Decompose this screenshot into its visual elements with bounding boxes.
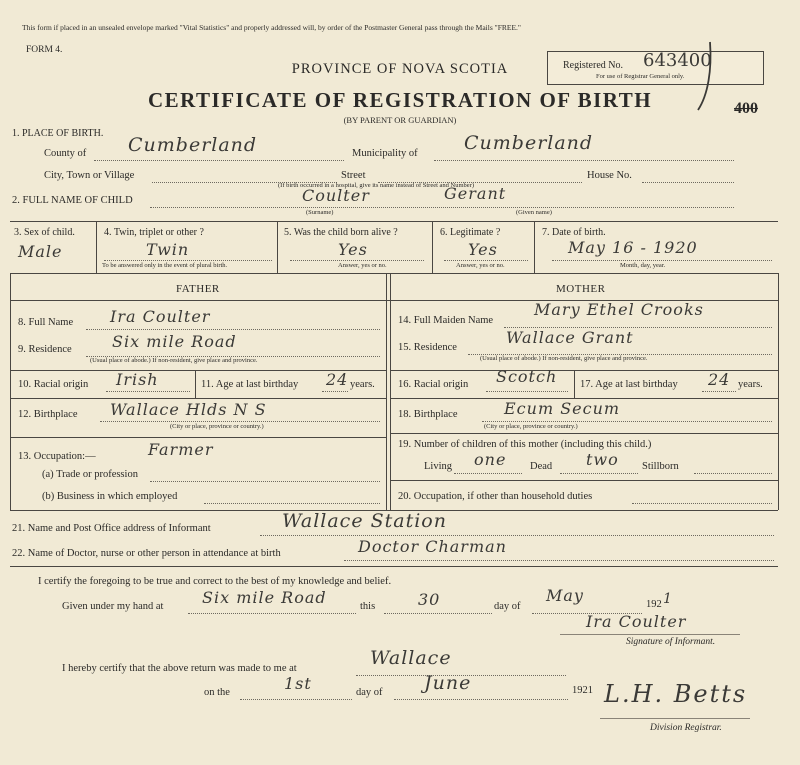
given-label: Given under my hand at: [62, 601, 164, 612]
mother-age-line: [702, 391, 736, 392]
informant-line: [260, 535, 774, 536]
registrar-day-line: [240, 699, 352, 700]
house-line: [642, 182, 734, 183]
mother-residence-label: 15. Residence: [398, 342, 457, 353]
given-day: 30: [418, 590, 441, 609]
mother-occupation-label: 20. Occupation, if other than household duties: [398, 491, 593, 502]
registrar-year: 1921: [572, 685, 593, 696]
mother-birthplace-label: 18. Birthplace: [398, 409, 458, 420]
municipality-value: Cumberland: [464, 132, 594, 154]
rule: [390, 433, 778, 434]
mother-racial-label: 16. Racial origin: [398, 379, 469, 390]
trade-label: (a) Trade or profession: [42, 469, 138, 480]
child-given-name: Gerant: [444, 184, 507, 203]
legit-line: [444, 260, 528, 261]
registrar-day-of-label: day of: [356, 687, 383, 698]
year-digit: 1: [663, 591, 673, 607]
municipality-label: Municipality of: [352, 148, 418, 159]
county-value: Cumberland: [128, 134, 258, 156]
twin-value: Twin: [146, 240, 190, 259]
this-label: this: [360, 601, 376, 612]
registrar-note: For use of Registrar General only.: [596, 73, 685, 80]
county-line: [94, 160, 344, 161]
page-title: CERTIFICATE OF REGISTRATION OF BIRTH: [147, 88, 653, 112]
mother-birthplace: Ecum Secum: [504, 399, 621, 418]
mother-residence-note: (Usual place of abode.) If non-resident, give place and province.: [480, 355, 648, 362]
father-birthplace: Wallace Hlds N S: [110, 400, 267, 419]
registered-number: 643400: [643, 50, 712, 71]
mother-maiden-label: 14. Full Maiden Name: [398, 315, 494, 326]
rule: [432, 221, 433, 273]
father-years: years.: [350, 379, 375, 390]
rule: [574, 370, 575, 398]
alive-label: 5. Was the child born alive ?: [284, 227, 398, 238]
father-racial-label: 10. Racial origin: [18, 379, 89, 390]
father-name-line: [86, 329, 380, 330]
rule: [96, 221, 97, 273]
rule: [195, 370, 196, 398]
registrar-month-line: [394, 699, 568, 700]
given-name-caption: (Given name): [516, 209, 552, 216]
children-label: 19. Number of children of this mother (including this child.): [398, 439, 652, 450]
twin-label: 4. Twin, triplet or other ?: [104, 227, 204, 238]
twin-line: [104, 260, 272, 261]
father-name-label: 8. Full Name: [18, 317, 74, 328]
dead-count: two: [586, 450, 619, 469]
trade-line: [150, 481, 380, 482]
registrar-signature-line: [600, 718, 750, 719]
stamp-number: 400: [734, 100, 758, 117]
date-value: May 16 - 1920: [568, 238, 698, 257]
rule: [10, 273, 11, 510]
registrar-caption: Division Registrar.: [650, 723, 722, 733]
place-of-birth-label: 1. PLACE OF BIRTH.: [12, 128, 104, 139]
father-heading: FATHER: [176, 283, 220, 295]
father-birthplace-note: (City or place, province or country.): [170, 423, 264, 430]
year-prefix: 192: [646, 599, 662, 610]
rule: [10, 273, 778, 274]
informant-label: 21. Name and Post Office address of Informant: [12, 523, 211, 534]
given-place: Six mile Road: [202, 588, 327, 607]
province-title: PROVINCE OF NOVA SCOTIA: [291, 61, 509, 77]
legit-note: Answer, yes or no.: [456, 262, 505, 269]
rule: [277, 221, 278, 273]
twin-note: To be answered only in the event of plural birth.: [102, 262, 228, 269]
mother-birthplace-note: (City or place, province or country.): [484, 423, 578, 430]
living-line: [454, 473, 522, 474]
mother-maiden-name: Mary Ethel Crooks: [534, 300, 704, 319]
stillborn-line: [694, 473, 772, 474]
on-the-label: on the: [204, 687, 230, 698]
mother-heading: MOTHER: [556, 283, 606, 295]
business-label: (b) Business in which employed: [42, 491, 178, 502]
father-age-label: 11. Age at last birthday: [201, 379, 299, 390]
rule: [390, 480, 778, 481]
dead-line: [560, 473, 638, 474]
sex-value: Male: [18, 242, 63, 261]
rule: [534, 221, 535, 273]
municipality-line: [434, 160, 734, 161]
date-line: [552, 260, 772, 261]
father-residence-note: (Usual place of abode.) If non-resident, give place and province.: [90, 357, 258, 364]
house-label: House No.: [587, 170, 632, 181]
father-racial: Irish: [116, 370, 159, 389]
signature-line: [560, 634, 740, 635]
business-line: [204, 503, 380, 504]
sex-label: 3. Sex of child.: [14, 227, 75, 238]
doctor-value: Doctor Charman: [358, 537, 507, 556]
registrar-month: June: [424, 672, 472, 694]
doctor-line: [344, 560, 774, 561]
stillborn-label: Stillborn: [642, 461, 679, 472]
certify-text: I certify the foregoing to be true and correct to the best of my knowledge and belief.: [38, 576, 392, 587]
rule: [10, 437, 386, 438]
registrar-certify-text: I hereby certify that the above return was made to me at: [62, 663, 297, 674]
father-age-line: [322, 391, 348, 392]
rule: [778, 273, 779, 510]
given-place-line: [188, 613, 356, 614]
given-month: May: [546, 586, 584, 605]
form-number: FORM 4.: [26, 45, 63, 55]
hospital-note: (If birth occurred in a hospital, give its name instead of Street and Number): [278, 182, 475, 189]
father-racial-line: [106, 391, 190, 392]
alive-value: Yes: [338, 240, 368, 259]
child-surname: Coulter: [302, 186, 370, 205]
mother-racial: Scotch: [496, 367, 558, 386]
city-label: City, Town or Village: [44, 170, 135, 181]
county-label: County of: [44, 148, 87, 159]
surname-caption: (Surname): [306, 209, 334, 216]
informant-caption: Signature of Informant.: [626, 637, 716, 647]
rule: [10, 566, 778, 567]
father-birthplace-line: [100, 421, 380, 422]
mother-racial-line: [486, 391, 568, 392]
father-residence-label: 9. Residence: [18, 344, 72, 355]
child-name-label: 2. FULL NAME OF CHILD: [12, 195, 133, 206]
alive-note: Answer, yes or no.: [338, 262, 387, 269]
rule: [10, 398, 386, 399]
informant-signature: Ira Coulter: [586, 612, 687, 631]
page-subtitle: (BY PARENT OR GUARDIAN): [343, 115, 457, 125]
living-count: one: [474, 450, 507, 469]
registrar-signature: L.H. Betts: [604, 680, 748, 708]
father-residence: Six mile Road: [112, 332, 237, 351]
legit-label: 6. Legitimate ?: [440, 227, 501, 238]
father-birthplace-label: 12. Birthplace: [18, 409, 78, 420]
mother-birthplace-line: [482, 421, 772, 422]
child-name-line: [150, 207, 734, 208]
legit-value: Yes: [468, 240, 498, 259]
mother-age-label: 17. Age at last birthday: [580, 379, 678, 390]
date-note: Month, day, year.: [620, 262, 666, 269]
mother-age: 24: [708, 370, 731, 389]
mother-residence: Wallace Grant: [506, 328, 634, 347]
father-name: Ira Coulter: [110, 307, 211, 326]
street-label: Street: [341, 170, 366, 181]
registrar-place: Wallace: [370, 647, 452, 669]
informant-value: Wallace Station: [282, 510, 447, 532]
alive-line: [290, 260, 424, 261]
father-age: 24: [326, 370, 349, 389]
doctor-label: 22. Name of Doctor, nurse or other person in attendance at birth: [12, 548, 281, 559]
father-occupation: Farmer: [148, 440, 214, 459]
day-of-label: day of: [494, 601, 521, 612]
living-label: Living: [424, 461, 452, 472]
father-occupation-label: 13. Occupation:—: [18, 451, 96, 462]
dead-label: Dead: [530, 461, 553, 472]
registered-label: Registered No.: [563, 60, 623, 71]
mail-notice: This form if placed in an unsealed envelope marked "Vital Statistics" and properly addressed will, by order of the Postmaster General pass through the Mails "FREE.": [22, 23, 521, 32]
registrar-day: 1st: [284, 674, 312, 693]
mother-years: years.: [738, 379, 763, 390]
rule: [390, 273, 391, 510]
rule: [10, 221, 778, 222]
rule: [386, 273, 387, 510]
date-label: 7. Date of birth.: [542, 227, 606, 238]
day-line: [384, 613, 492, 614]
mother-occupation-line: [632, 503, 772, 504]
